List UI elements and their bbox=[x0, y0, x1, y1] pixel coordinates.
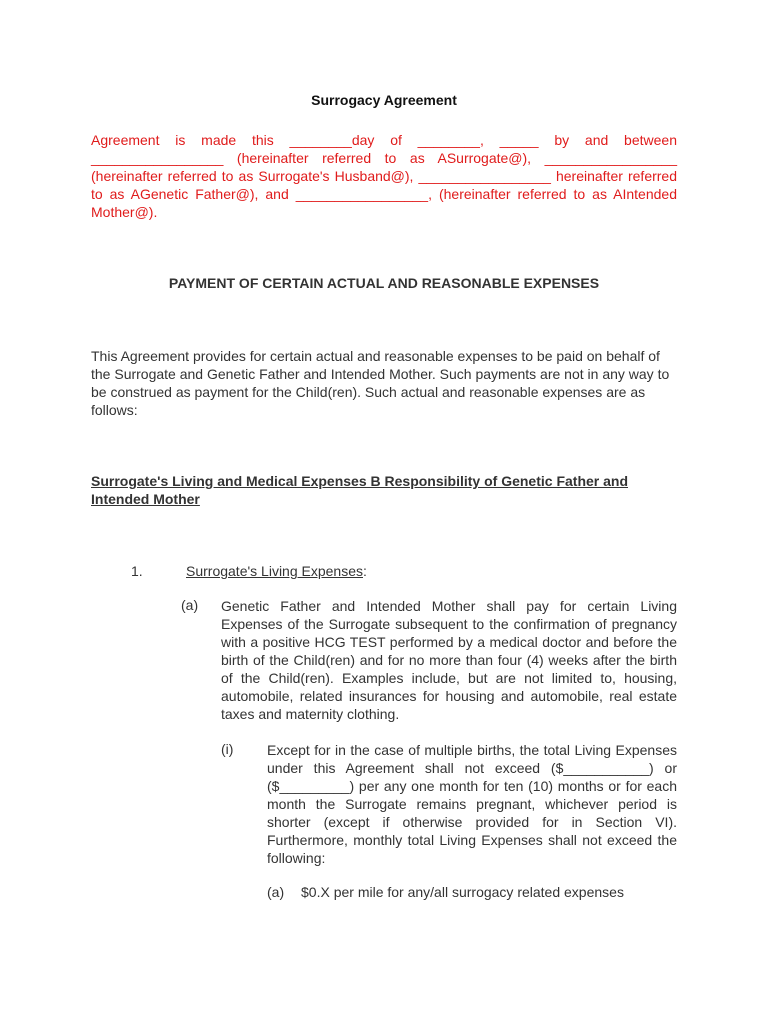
list-item-label: (a) bbox=[267, 884, 285, 900]
subsubitem-label: (i) bbox=[221, 741, 234, 757]
item-title-suffix: : bbox=[363, 563, 367, 579]
list-item-text: $0.X per mile for any/all surrogacy related expenses bbox=[301, 884, 624, 900]
item-title-text: Surrogate's Living Expenses bbox=[186, 563, 363, 579]
subsubitem-text: Except for in the case of multiple births, the total Living Expenses under this Agreement shall not exceed ($___________) or ($_________) per any one month for ten (10) months or for each month the Surrogate remains pregnant, whichever period is shorter (except if otherwise provided for in Section VI). Furthermore, monthly total Living Expenses shall not exceed the following: bbox=[267, 742, 677, 866]
agreement-intro: Agreement is made this ________day of ________, _____ by and between _________________ (hereinafter referred to as ASurrogate@), _________________ (hereinafter referred to as Surrogate's Husband@), _________________ hereinafter referred to as AGenetic Father@), and _________________, (hereinafter referred to as AIntended Mother@). bbox=[91, 132, 677, 220]
responsibility-subheading: Surrogate's Living and Medical Expenses B Responsibility of Genetic Father and Intended Mother bbox=[91, 473, 629, 507]
subitem-text: Genetic Father and Intended Mother shall pay for certain Living Expenses of the Surrogate subsequent to the confirmation of pregnancy with a positive HCG TEST performed by a medical doctor and before the birth of the Child(ren) and for no more than four (4) weeks after the birth of the Child(ren). Examples include, but are not limited to, housing, automobile, related insurances for housing and automobile, real estate taxes and maternity clothing. bbox=[221, 598, 677, 722]
section-heading: PAYMENT OF CERTAIN ACTUAL AND REASONABLE EXPENSES bbox=[168, 275, 600, 291]
expenses-paragraph: This Agreement provides for certain actual and reasonable expenses to be paid on behalf of the Surrogate and Genetic Father and Intended Mother. Such payments are not in any way to be construed as payment for the Child(ren). Such actual and reasonable expenses are as follows: bbox=[91, 348, 670, 418]
item-number: 1. bbox=[131, 563, 143, 579]
subitem-label: (a) bbox=[181, 597, 199, 613]
item-title bbox=[186, 563, 367, 579]
document-title: Surrogacy Agreement bbox=[311, 92, 457, 108]
